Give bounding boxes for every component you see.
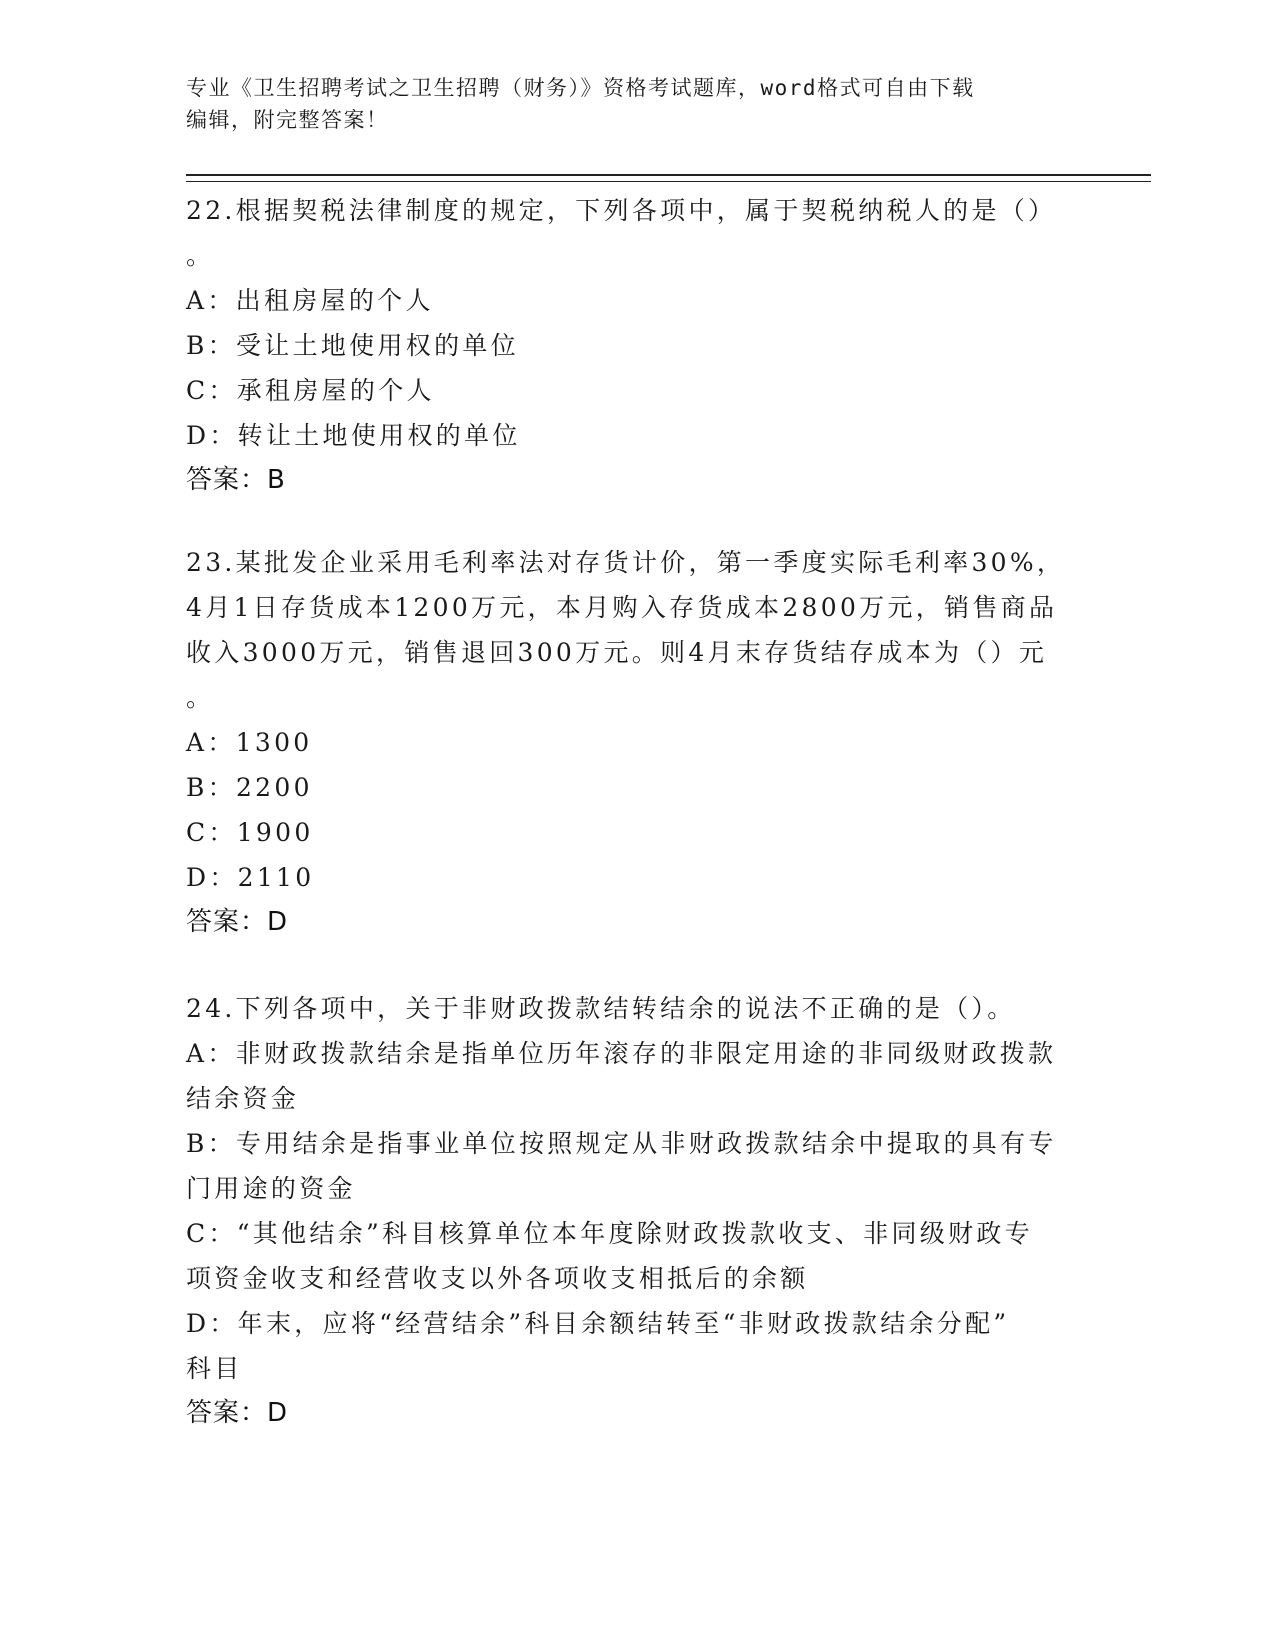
option-c: C：承租房屋的个人 [186, 376, 435, 405]
question-stem-line: 22.根据契税法律制度的规定，下列各项中，属于契税纳税人的是（） [186, 196, 1057, 225]
option-c: C：“其他结余”科目核算单位本年度除财政拨款收支、非同级财政专 [186, 1219, 1033, 1248]
header-line-2: 编辑，附完整答案！ [186, 108, 389, 132]
question-24 [186, 986, 1086, 1436]
answer-line: 答案：D [186, 1398, 289, 1428]
question-22 [186, 188, 1086, 503]
option-d: D：转让土地使用权的单位 [186, 421, 521, 450]
question-stem-line: 收入3000万元，销售退回300万元。则4月末存货结存成本为（）元 [186, 638, 1048, 667]
question-stem-line: 。 [186, 683, 215, 712]
option-c-continued: 项资金收支和经营收支以外各项收支相抵后的余额 [186, 1264, 809, 1293]
option-d-continued: 科目 [186, 1354, 243, 1383]
question-23 [186, 540, 1086, 945]
header-divider-thick [186, 174, 1151, 176]
option-b-continued: 门用途的资金 [186, 1174, 356, 1203]
header-line-1: 专业《卫生招聘考试之卫生招聘（财务）》资格考试题库，word格式可自由下载 [186, 76, 975, 100]
question-stem-line: 。 [186, 241, 215, 270]
answer-line: 答案：B [186, 465, 286, 495]
option-d: D：2110 [186, 863, 315, 892]
document-header [186, 72, 1086, 136]
option-b: B：2200 [186, 773, 313, 802]
option-b: B：专用结余是指事业单位按照规定从非财政拨款结余中提取的具有专 [186, 1129, 1057, 1158]
option-c: C：1900 [186, 818, 314, 847]
option-a: A：1300 [186, 728, 313, 757]
answer-line: 答案：D [186, 907, 289, 937]
question-stem-line: 24.下列各项中，关于非财政拨款结转结余的说法不正确的是（）。 [186, 994, 1016, 1023]
option-a: A：出租房屋的个人 [186, 286, 434, 315]
question-stem-line: 4月1日存货成本1200万元，本月购入存货成本2800万元，销售商品 [186, 593, 1058, 622]
option-a: A：非财政拨款结余是指单位历年滚存的非限定用途的非同级财政拨款 [186, 1039, 1057, 1068]
option-b: B：受让土地使用权的单位 [186, 331, 519, 360]
option-a-continued: 结余资金 [186, 1084, 300, 1113]
question-stem-line: 23.某批发企业采用毛利率法对存货计价，第一季度实际毛利率30%， [186, 548, 1066, 577]
option-d: D：年末，应将“经营结余”科目余额结转至“非财政拨款结余分配” [186, 1309, 1010, 1338]
header-divider-thin [186, 181, 1151, 182]
